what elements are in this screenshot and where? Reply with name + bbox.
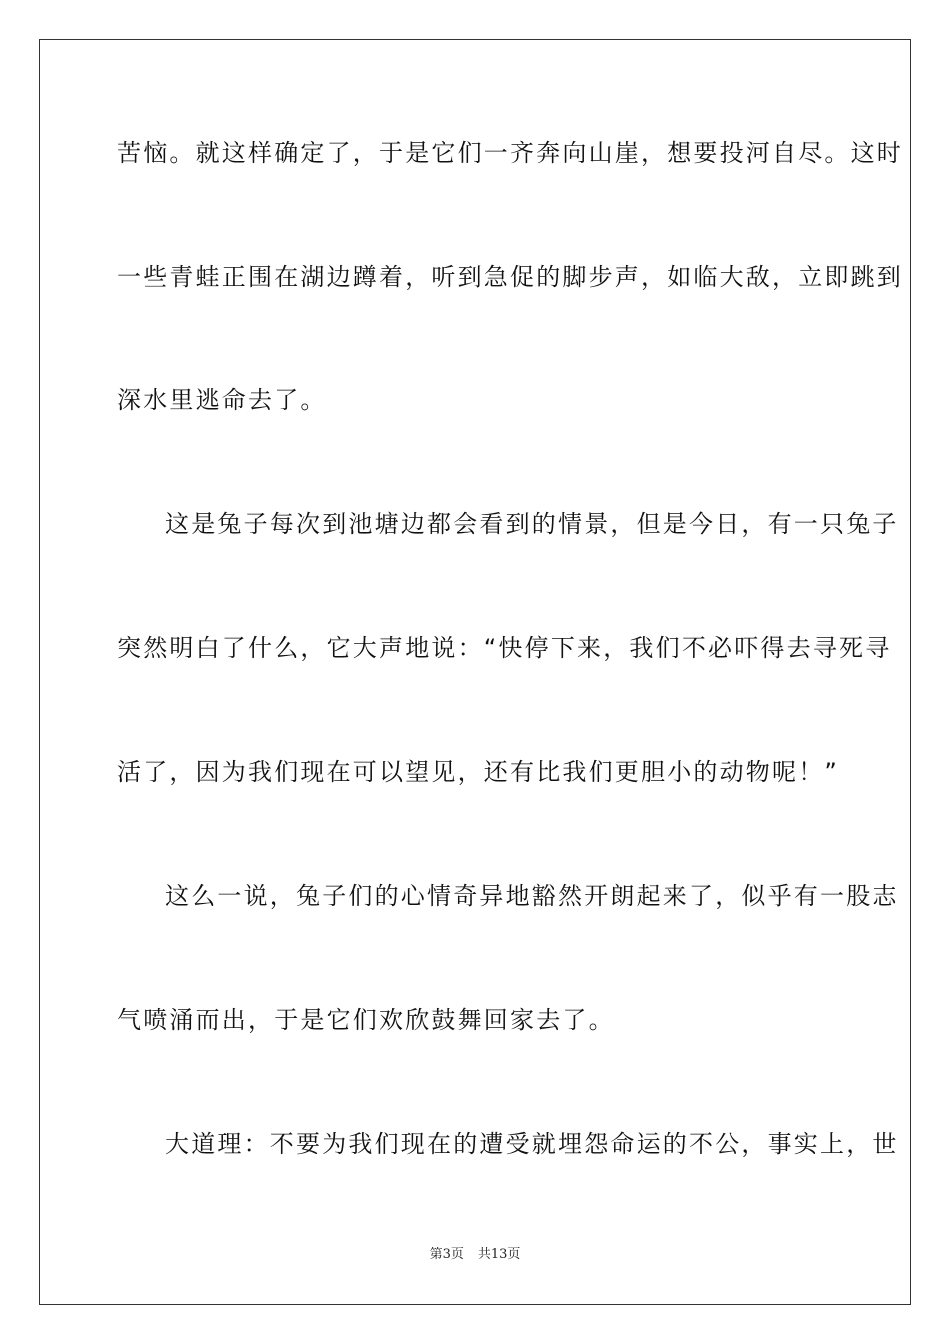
body-line-5: 突然明白了什么，它大声地说：“快停下来，我们不必吓得去寻死寻 xyxy=(117,634,892,662)
page-number: 第3页 xyxy=(429,1247,464,1262)
body-line-1: 苦恼。就这样确定了，于是它们一齐奔向山崖，想要投河自尽。这时 xyxy=(117,139,903,167)
body-line-3: 深水里逃命去了。 xyxy=(117,386,327,414)
page-footer xyxy=(0,1246,950,1264)
body-line-8: 气喷涌而出，于是它们欢欣鼓舞回家去了。 xyxy=(117,1006,615,1034)
body-line-7: 这么一说，兔子们的心情奇异地豁然开朗起来了，似乎有一股志 xyxy=(165,882,899,910)
body-line-9: 大道理：不要为我们现在的遭受就埋怨命运的不公，事实上，世 xyxy=(165,1130,899,1158)
body-line-6: 活了，因为我们现在可以望见，还有比我们更胆小的动物呢！” xyxy=(117,758,840,786)
body-line-2: 一些青蛙正围在湖边蹲着，听到急促的脚步声，如临大敌，立即跳到 xyxy=(117,263,903,291)
total-pages: 共13页 xyxy=(477,1247,521,1262)
body-line-4: 这是兔子每次到池塘边都会看到的情景，但是今日，有一只兔子 xyxy=(165,510,899,538)
page-border xyxy=(39,39,911,1305)
